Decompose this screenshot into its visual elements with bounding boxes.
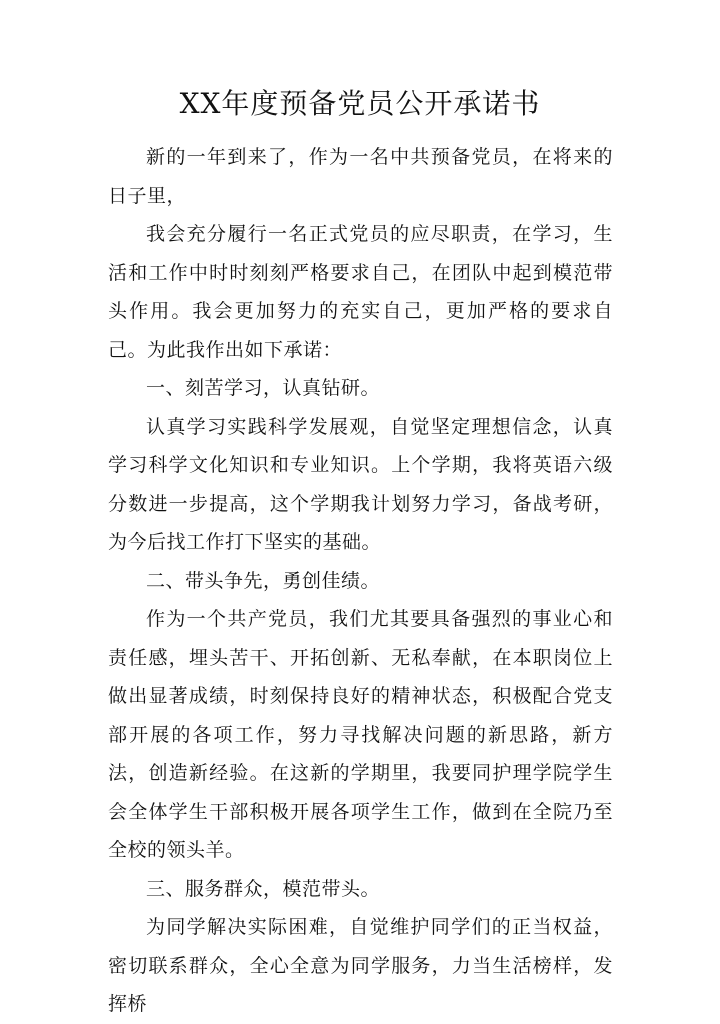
paragraph-lead: 作为一个共产党员，我们尤其要具备强烈的事业心和责任感，埋头苦干、开拓创新、无私奉献，在本职岗位上做出显著成绩，时刻保持良好的精神状态，积极配合党支部开展的各项工作，努力寻找解决问题的新思路，新方法，创造新经验。在这新的学期里，我要同护理学院学生会全体学生干部积极开展各项学生工作，做到在全院乃至全校的领头羊。 <box>108 608 613 861</box>
section-heading-1: 一、刻苦学习，认真钻研。 <box>146 377 381 399</box>
section-heading-3: 三、服务群众，模范带头。 <box>146 877 381 900</box>
paragraph-study: 认真学习实践科学发展观，自觉坚定理想信念，认真学习科学文化知识和专业知识。上个学期，我将英语六级分数进一步提高，这个学期我计划努力学习，备战考研，为今后找工作打下坚实的基础。 <box>108 415 613 553</box>
document-title: XX年度预备党员公开承诺书 <box>179 87 541 120</box>
document-body <box>108 138 613 1024</box>
paragraph-opening: 新的一年到来了，作为一名中共预备党员，在将来的日子里， <box>108 146 613 207</box>
paragraph-commitment-intro: 我会充分履行一名正式党员的应尽职责，在学习，生活和工作中时时刻刻严格要求自己，在团队中起到模范带头作用。我会更加努力的充实自己，更加严格的要求自己。为此我作出如下承诺： <box>108 223 613 361</box>
section-heading-2: 二、带头争先，勇创佳绩。 <box>146 569 381 592</box>
paragraph-serve: 为同学解决实际困难，自觉维护同学们的正当权益，密切联系群众，全心全意为同学服务，力当生活榜样，发挥桥 <box>108 916 613 1015</box>
